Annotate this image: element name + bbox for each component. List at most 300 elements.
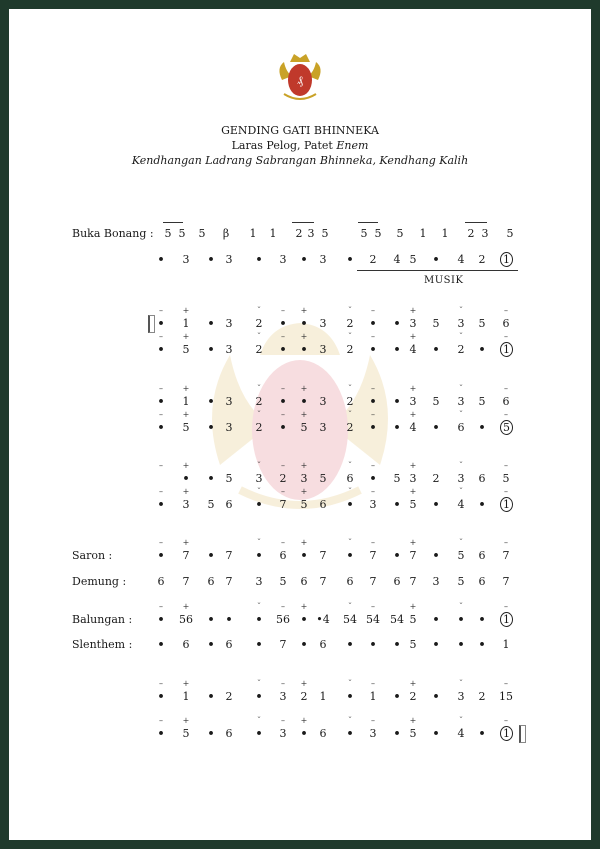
- note: 6: [502, 395, 510, 408]
- note: 3: [409, 395, 417, 408]
- note: 5: [279, 575, 287, 588]
- accent-mark: +: [182, 538, 190, 547]
- note: 3: [319, 253, 327, 266]
- accent-mark: ˘: [257, 332, 261, 341]
- note: 2: [346, 395, 354, 408]
- note: •4: [316, 613, 330, 626]
- note: •: [157, 690, 165, 703]
- accent-mark: –: [281, 679, 285, 688]
- note: 6: [319, 638, 327, 651]
- patet-name: Enem: [336, 139, 369, 152]
- accent-mark: +: [182, 306, 190, 315]
- accent-mark: –: [504, 538, 508, 547]
- laras-line: [0, 139, 600, 152]
- note: 2: [255, 317, 263, 330]
- note: •: [369, 638, 377, 651]
- note: •: [157, 421, 165, 434]
- accent-mark: –: [504, 716, 508, 725]
- accent-mark: –: [159, 602, 163, 611]
- note: •: [207, 343, 215, 356]
- note: •: [393, 549, 401, 562]
- note: 5: [225, 472, 233, 485]
- accent-mark: +: [182, 679, 190, 688]
- notation-row: [0, 498, 600, 514]
- note: 6: [300, 575, 308, 588]
- note: 7: [279, 638, 287, 651]
- note: •: [346, 638, 354, 651]
- accent-mark: ˘: [257, 538, 261, 547]
- note: •: [346, 253, 354, 266]
- note: •: [279, 395, 287, 408]
- note: •: [207, 317, 215, 330]
- notation-row: [0, 343, 600, 359]
- note: 2: [300, 690, 308, 703]
- note: •: [432, 253, 440, 266]
- note: 1: [500, 726, 513, 741]
- note: 3: [432, 575, 440, 588]
- accent-mark: –: [281, 332, 285, 341]
- note: 4: [457, 727, 465, 740]
- accent-mark: –: [371, 538, 375, 547]
- note: 15: [499, 690, 513, 703]
- note: •: [393, 317, 401, 330]
- accent-mark: +: [300, 679, 308, 688]
- note: 5: [321, 227, 329, 240]
- note: 5: [396, 227, 404, 240]
- note: •: [157, 317, 165, 330]
- accent-mark: ˘: [348, 332, 352, 341]
- note: 6: [457, 421, 465, 434]
- accent-mark: +: [300, 716, 308, 725]
- note: •: [432, 690, 440, 703]
- notation-row: [0, 227, 600, 243]
- accent-mark: ˘: [459, 410, 463, 419]
- note: 6: [319, 727, 327, 740]
- laras-text: Laras Pelog, Patet: [231, 139, 337, 152]
- note: 56: [276, 613, 290, 626]
- note: 3: [319, 317, 327, 330]
- note: •: [432, 421, 440, 434]
- note: •: [279, 343, 287, 356]
- note: •: [346, 727, 354, 740]
- note: 5: [198, 227, 206, 240]
- note: •: [300, 549, 308, 562]
- accent-mark: ˘: [459, 306, 463, 315]
- note: •: [478, 343, 486, 356]
- accent-mark: +: [409, 602, 417, 611]
- accent-mark: –: [371, 410, 375, 419]
- note: 54: [390, 613, 404, 626]
- accent-mark: +: [182, 716, 190, 725]
- note: 2: [346, 421, 354, 434]
- note: 5: [393, 472, 401, 485]
- note: 5: [178, 227, 186, 240]
- accent-mark: –: [504, 384, 508, 393]
- note: 6: [319, 498, 327, 511]
- note: 7: [409, 549, 417, 562]
- note: 3: [319, 343, 327, 356]
- accent-mark: –: [371, 461, 375, 470]
- note: 6: [478, 575, 486, 588]
- accent-mark: –: [281, 384, 285, 393]
- phrase-line: [357, 270, 518, 271]
- note: 5: [409, 613, 417, 626]
- note: 6: [225, 638, 233, 651]
- note: 2: [478, 690, 486, 703]
- accent-mark: ˘: [459, 461, 463, 470]
- kendhangan-line: [0, 154, 600, 167]
- note: •: [432, 727, 440, 740]
- note: 3: [225, 343, 233, 356]
- note: 3: [255, 472, 263, 485]
- note: •: [346, 690, 354, 703]
- note: •: [157, 613, 165, 626]
- note: 5: [478, 395, 486, 408]
- note: 1: [182, 317, 190, 330]
- note: •: [393, 727, 401, 740]
- kendhangan-text: Kendhangan Ladrang Sabrangan Bhinneka, Kendhang Kalih: [131, 154, 469, 167]
- note: 2: [255, 421, 263, 434]
- accent-mark: +: [182, 384, 190, 393]
- accent-mark: ˘: [459, 716, 463, 725]
- note: 5: [360, 227, 368, 240]
- note: 1: [502, 638, 510, 651]
- note: 5: [506, 227, 514, 240]
- note: 5: [432, 395, 440, 408]
- label-demung: Demung :: [72, 575, 127, 588]
- note: •: [255, 498, 263, 511]
- note: 2: [409, 690, 417, 703]
- accent-mark: ˘: [459, 487, 463, 496]
- note: 5: [457, 549, 465, 562]
- accent-mark: –: [371, 716, 375, 725]
- note: •: [207, 727, 215, 740]
- accent-mark: –: [371, 679, 375, 688]
- note: •: [207, 613, 215, 626]
- note: 5: [478, 317, 486, 330]
- note: 3: [225, 253, 233, 266]
- note: 7: [319, 549, 327, 562]
- notation-row: [0, 575, 600, 591]
- accent-mark: ˘: [348, 602, 352, 611]
- accent-mark: –: [159, 487, 163, 496]
- note: •: [157, 343, 165, 356]
- accent-mark: –: [371, 332, 375, 341]
- note: •: [432, 498, 440, 511]
- note: •: [369, 472, 377, 485]
- accent-mark: +: [409, 679, 417, 688]
- notation-row: [0, 472, 600, 488]
- note: 3: [409, 317, 417, 330]
- note: •: [393, 690, 401, 703]
- accent-mark: –: [159, 461, 163, 470]
- note: 3: [279, 727, 287, 740]
- accent-mark: ˘: [459, 538, 463, 547]
- accent-mark: –: [281, 306, 285, 315]
- accent-mark: +: [300, 384, 308, 393]
- note: 2: [478, 253, 486, 266]
- accent-mark: –: [281, 487, 285, 496]
- accent-mark: –: [504, 461, 508, 470]
- note: •: [300, 253, 308, 266]
- note: 2: [279, 472, 287, 485]
- note: •: [393, 638, 401, 651]
- accent-mark: ˘: [459, 384, 463, 393]
- note: 5: [182, 727, 190, 740]
- note: 5: [500, 420, 513, 435]
- note: •: [157, 638, 165, 651]
- note: •: [300, 727, 308, 740]
- note: •: [346, 549, 354, 562]
- note: 7: [502, 575, 510, 588]
- note: •: [207, 421, 215, 434]
- accent-mark: –: [281, 410, 285, 419]
- note: 7: [502, 549, 510, 562]
- note: 1: [441, 227, 449, 240]
- accent-mark: –: [371, 384, 375, 393]
- note: 2: [295, 227, 303, 240]
- note: 5: [319, 472, 327, 485]
- note: 6: [478, 549, 486, 562]
- note: 2: [369, 253, 377, 266]
- note: 3: [457, 690, 465, 703]
- note: •: [207, 253, 215, 266]
- note: •: [207, 395, 215, 408]
- note: 3: [369, 727, 377, 740]
- note: 2: [225, 690, 233, 703]
- accent-mark: –: [504, 679, 508, 688]
- accent-mark: ˘: [459, 602, 463, 611]
- accent-mark: ˘: [257, 602, 261, 611]
- note: •: [393, 498, 401, 511]
- accent-mark: +: [409, 306, 417, 315]
- accent-mark: ˘: [348, 306, 352, 315]
- note: 3: [255, 575, 263, 588]
- accent-mark: +: [300, 602, 308, 611]
- note: •: [393, 395, 401, 408]
- note: •: [207, 472, 215, 485]
- note: 7: [279, 498, 287, 511]
- note: 1: [500, 252, 513, 267]
- note: 6: [225, 498, 233, 511]
- accent-mark: ˘: [348, 679, 352, 688]
- note: •: [478, 613, 486, 626]
- note: •: [393, 343, 401, 356]
- notation-row: [0, 253, 600, 269]
- note: •: [300, 317, 308, 330]
- note: •: [432, 613, 440, 626]
- note: 4: [409, 421, 417, 434]
- label-saron: Saron :: [72, 549, 113, 562]
- note: 6: [478, 472, 486, 485]
- accent-mark: ˘: [348, 410, 352, 419]
- accent-mark: ˘: [257, 306, 261, 315]
- note: 3: [319, 395, 327, 408]
- note: 3: [457, 472, 465, 485]
- accent-mark: +: [300, 538, 308, 547]
- crest-logo-icon: [272, 50, 328, 106]
- note: •: [300, 395, 308, 408]
- note: 3: [319, 421, 327, 434]
- note: 54: [343, 613, 357, 626]
- note: 3: [225, 317, 233, 330]
- note: •: [255, 253, 263, 266]
- note: •: [369, 421, 377, 434]
- accent-mark: –: [504, 306, 508, 315]
- note: 1: [500, 342, 513, 357]
- accent-mark: ˘: [348, 538, 352, 547]
- accent-mark: –: [159, 306, 163, 315]
- accent-mark: +: [409, 461, 417, 470]
- accent-mark: –: [281, 716, 285, 725]
- note: •: [207, 638, 215, 651]
- note: 6: [182, 638, 190, 651]
- note: 4: [457, 253, 465, 266]
- note: 7: [409, 575, 417, 588]
- note: 54: [366, 613, 380, 626]
- accent-mark: –: [281, 538, 285, 547]
- note: 5: [374, 227, 382, 240]
- accent-mark: –: [281, 602, 285, 611]
- accent-mark: –: [371, 306, 375, 315]
- accent-mark: +: [300, 461, 308, 470]
- note: 6: [279, 549, 287, 562]
- accent-mark: ˘: [257, 487, 261, 496]
- note: •: [393, 421, 401, 434]
- note: 1: [319, 690, 327, 703]
- accent-mark: –: [504, 332, 508, 341]
- note: •: [279, 317, 287, 330]
- note: 7: [369, 575, 377, 588]
- note: •: [432, 638, 440, 651]
- note: 7: [225, 575, 233, 588]
- svg-text:₰: ₰: [297, 73, 303, 87]
- note: 5: [300, 421, 308, 434]
- note: 7: [182, 575, 190, 588]
- overline: [465, 222, 487, 223]
- note: 3: [225, 421, 233, 434]
- note: 3: [369, 498, 377, 511]
- note: •: [369, 343, 377, 356]
- accent-mark: +: [409, 716, 417, 725]
- accent-mark: ˘: [257, 461, 261, 470]
- note: 4: [457, 498, 465, 511]
- accent-mark: +: [182, 332, 190, 341]
- note: 1: [269, 227, 277, 240]
- note: 6: [207, 575, 215, 588]
- notation-row: [0, 638, 600, 654]
- note: 2: [346, 317, 354, 330]
- accent-mark: ˘: [257, 410, 261, 419]
- note: 3: [225, 395, 233, 408]
- note: 5: [182, 343, 190, 356]
- accent-mark: +: [182, 461, 190, 470]
- note: β: [222, 227, 230, 240]
- accent-mark: ˘: [348, 487, 352, 496]
- notation-row: [0, 421, 600, 437]
- accent-mark: –: [504, 487, 508, 496]
- notation-row: [0, 549, 600, 565]
- accent-mark: ˘: [257, 384, 261, 393]
- accent-mark: +: [409, 410, 417, 419]
- repeat-start-sign: [148, 315, 155, 333]
- note: •: [478, 421, 486, 434]
- repeat-end-sign: [519, 725, 526, 743]
- note: 5: [409, 638, 417, 651]
- note: •: [432, 343, 440, 356]
- note: 3: [300, 472, 308, 485]
- accent-mark: +: [300, 487, 308, 496]
- note: 2: [457, 343, 465, 356]
- label-slenthem: Slenthem :: [72, 638, 133, 651]
- note: 5: [207, 498, 215, 511]
- note: 3: [457, 317, 465, 330]
- note: •: [369, 317, 377, 330]
- note: •: [432, 549, 440, 562]
- note: 1: [182, 395, 190, 408]
- note: 5: [409, 498, 417, 511]
- note: 2: [346, 343, 354, 356]
- note: 2: [255, 343, 263, 356]
- note: 5: [502, 472, 510, 485]
- note: •: [457, 613, 465, 626]
- note: 3: [307, 227, 315, 240]
- accent-mark: –: [371, 487, 375, 496]
- accent-mark: –: [159, 332, 163, 341]
- accent-mark: +: [300, 306, 308, 315]
- note: 5: [409, 727, 417, 740]
- note: •: [157, 253, 165, 266]
- note: •: [157, 395, 165, 408]
- accent-mark: ˘: [348, 716, 352, 725]
- accent-mark: +: [300, 332, 308, 341]
- note: •: [300, 343, 308, 356]
- label-buka-bonang: Buka Bonang :: [72, 227, 154, 240]
- note: •: [225, 613, 233, 626]
- note: 5: [409, 253, 417, 266]
- note: 5: [457, 575, 465, 588]
- note: 7: [319, 575, 327, 588]
- note: •: [255, 638, 263, 651]
- note: 6: [346, 472, 354, 485]
- note: 7: [225, 549, 233, 562]
- accent-mark: +: [409, 538, 417, 547]
- note: •: [157, 727, 165, 740]
- note: •: [157, 498, 165, 511]
- accent-mark: ˘: [459, 332, 463, 341]
- note: 1: [500, 612, 513, 627]
- accent-mark: +: [300, 410, 308, 419]
- note: 3: [279, 253, 287, 266]
- notation-row: [0, 613, 600, 629]
- note: 5: [432, 317, 440, 330]
- note: 3: [409, 472, 417, 485]
- note: 4: [393, 253, 401, 266]
- note: 3: [182, 498, 190, 511]
- note: 2: [432, 472, 440, 485]
- notation-row: [0, 317, 600, 333]
- note: •: [157, 549, 165, 562]
- accent-mark: –: [159, 538, 163, 547]
- note: 6: [157, 575, 165, 588]
- note: •: [369, 395, 377, 408]
- note: 5: [164, 227, 172, 240]
- label-musik: MUSIK: [424, 275, 464, 286]
- accent-mark: –: [281, 461, 285, 470]
- note: 1: [500, 497, 513, 512]
- accent-mark: ˘: [348, 384, 352, 393]
- note: 6: [346, 575, 354, 588]
